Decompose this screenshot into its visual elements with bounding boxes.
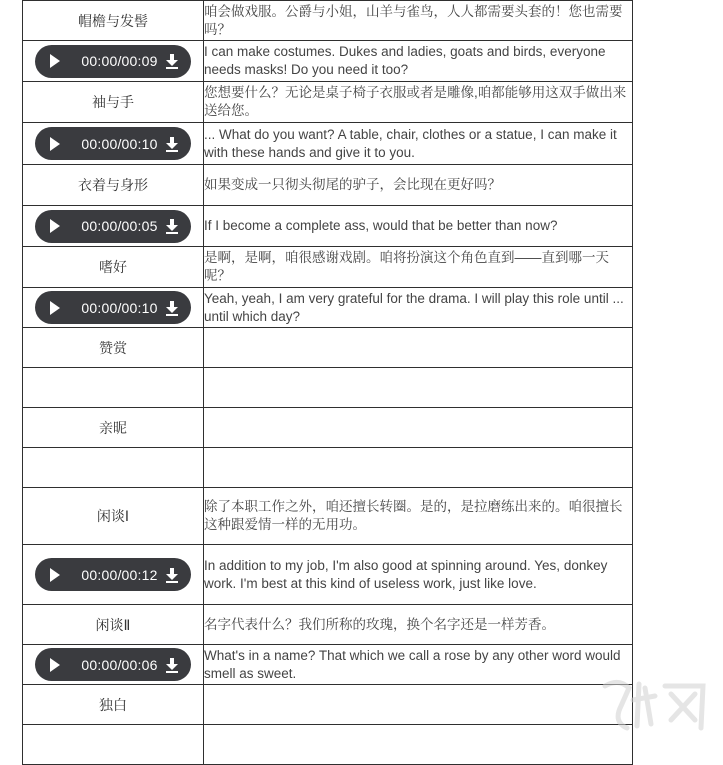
table-row [23,288,633,328]
line-title: 赞赏 [23,328,204,368]
audio-cell [23,545,204,605]
line-text-zh: 咱会做戏服。公爵与小姐，山羊与雀鸟，人人都需要头套的！您也需要吗？ [204,1,633,41]
line-title: 独白 [23,685,204,725]
line-title: 衣着与身形 [23,165,204,206]
table-row [23,545,633,605]
audio-player [35,558,191,591]
table-row [23,123,633,165]
audio-time: 00:00/00:10 [81,135,158,152]
download-icon[interactable] [165,53,179,69]
table-row [23,685,633,725]
line-text-en: Yeah, yeah, I am very grateful for the drama. I will play this role until ... until which day? [204,288,633,328]
audio-cell [23,41,204,82]
line-title [23,368,204,408]
line-title: 亲昵 [23,408,204,448]
play-icon[interactable] [50,568,60,582]
play-icon[interactable] [50,658,60,672]
line-text-zh: 是啊，是啊，咱很感谢戏剧。咱将扮演这个角色直到——直到哪一天呢？ [204,247,633,288]
download-icon[interactable] [165,136,179,152]
audio-time: 00:00/00:05 [81,218,158,234]
download-icon[interactable] [165,567,179,583]
audio-cell [23,123,204,165]
site-watermark [599,676,709,748]
voice-lines-table [22,0,633,765]
audio-player [35,127,191,160]
download-icon[interactable] [165,218,179,234]
table-row [23,165,633,206]
line-text-zh [204,685,633,725]
table-row [23,1,633,41]
table-row [23,368,633,408]
line-text-zh: 如果变成一只彻头彻尾的驴子，会比现在更好吗？ [204,165,633,206]
table-row [23,488,633,545]
audio-time: 00:00/00:06 [81,656,158,673]
table-row [23,605,633,645]
line-title: 嗜好 [23,247,204,288]
line-text-zh: 除了本职工作之外，咱还擅长转圈。是的，是拉磨练出来的。咱很擅长这种跟爱情一样的无用功。 [204,488,633,545]
table-row [23,408,633,448]
download-icon[interactable] [165,300,179,316]
audio-player [35,210,191,243]
line-text-zh: 您想要什么？无论是桌子椅子衣服或者是雕像,咱都能够用这双手做出来送给您。 [204,82,633,123]
play-icon[interactable] [50,137,60,151]
watermark-logo-icon [599,676,709,736]
audio-time: 00:00/00:10 [81,299,158,316]
line-title: 袖与手 [23,82,204,123]
line-title [23,725,204,765]
table-row [23,41,633,82]
line-title: 帽檐与发髻 [23,1,204,41]
table-row [23,645,633,685]
table-row [23,328,633,368]
table-row [23,82,633,123]
line-title: 闲谈Ⅱ [23,605,204,645]
audio-cell [23,206,204,247]
audio-cell [23,645,204,685]
line-text-en: What's in a name? That which we call a rose by any other word would smell as sweet. [204,645,633,685]
table-row [23,725,633,765]
download-icon[interactable] [165,657,179,673]
table-row [23,247,633,288]
line-text-en: In addition to my job, I'm also good at spinning around. Yes, donkey work. I'm best at this kind of useless work, just like love. [204,545,633,605]
line-text-en: ... What do you want? A table, chair, clothes or a statue, I can make it with these hands and give it to you. [204,123,633,165]
line-text-zh [204,368,633,408]
audio-player [35,291,191,324]
line-text-zh [204,448,633,488]
line-title: 闲谈Ⅰ [23,488,204,545]
play-icon[interactable] [50,54,60,68]
line-text-en: If I become a complete ass, would that be better than now? [204,206,633,247]
audio-time: 00:00/00:09 [81,53,158,69]
table-row [23,206,633,247]
audio-time: 00:00/00:12 [81,566,158,583]
line-title [23,448,204,488]
table-row [23,448,633,488]
play-icon[interactable] [50,301,60,315]
audio-player [35,648,191,681]
line-text-zh [204,725,633,765]
line-text-en: I can make costumes. Dukes and ladies, goats and birds, everyone needs masks! Do you need it too? [204,41,633,82]
audio-cell [23,288,204,328]
line-text-zh: 名字代表什么？我们所称的玫瑰，换个名字还是一样芳香。 [204,605,633,645]
line-text-zh [204,328,633,368]
audio-player [35,45,191,78]
play-icon[interactable] [50,219,60,233]
line-text-zh [204,408,633,448]
